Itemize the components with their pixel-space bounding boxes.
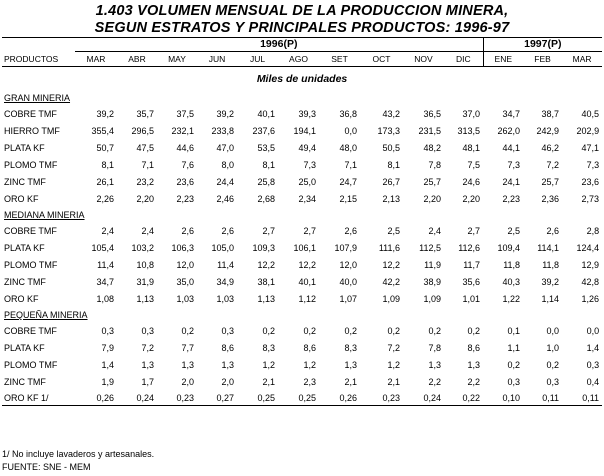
value-cell: 2,4: [101, 226, 114, 236]
value-cell: 2,23: [176, 194, 194, 204]
value-cell: 0,23: [360, 391, 403, 406]
value-cell: 103,2: [131, 243, 154, 253]
products-column-header: PRODUCTOS: [2, 52, 75, 67]
value-cell: 2,68: [257, 194, 275, 204]
stratum-row: [2, 91, 602, 106]
value-cell: 24,4: [216, 177, 234, 187]
table-title-line-1: 1.403 VOLUMEN MENSUAL DE LA PRODUCCION MINERA,: [95, 3, 509, 19]
value-cell: 0,2: [344, 326, 357, 336]
value-cell: 0,3: [101, 326, 114, 336]
value-cell: 48,2: [423, 143, 441, 153]
product-label: PLOMO TMF: [4, 260, 58, 270]
table-row: [2, 140, 602, 157]
value-cell: 40,0: [339, 277, 357, 287]
value-cell: 1,12: [298, 294, 316, 304]
value-cell: 0,3: [586, 360, 600, 370]
value-cell: 40,1: [257, 109, 275, 119]
value-cell: 106,1: [293, 243, 316, 253]
value-cell: 47,1: [581, 143, 600, 153]
value-cell: 24,7: [339, 177, 357, 187]
value-cell: 0,22: [444, 391, 483, 406]
value-cell: 1,3: [428, 360, 441, 370]
units-label: Miles de unidades: [256, 73, 348, 85]
value-cell: 0,27: [197, 391, 237, 406]
value-cell: 296,5: [131, 126, 154, 136]
value-cell: 40,5: [581, 109, 600, 119]
value-cell: 0,0: [586, 326, 600, 336]
value-cell: 2,5: [387, 226, 400, 236]
value-cell: 11,4: [97, 260, 114, 270]
value-cell: 2,46: [216, 194, 234, 204]
value-cell: 1,03: [216, 294, 234, 304]
value-cell: 8,1: [387, 160, 400, 170]
value-cell: 2,20: [462, 194, 481, 204]
value-cell: 0,10: [483, 391, 523, 406]
value-cell: 1,3: [221, 360, 234, 370]
value-cell: 0,25: [278, 391, 319, 406]
value-cell: 0,23: [157, 391, 197, 406]
value-cell: 23,6: [581, 177, 600, 187]
value-cell: 0,2: [387, 326, 400, 336]
value-cell: 2,36: [541, 194, 560, 204]
value-cell: 8,1: [101, 160, 114, 170]
value-cell: 46,2: [541, 143, 560, 153]
value-cell: 7,9: [101, 343, 114, 353]
value-cell: 7,3: [507, 160, 521, 170]
value-cell: 11,8: [503, 260, 521, 270]
units-row: [2, 67, 602, 92]
value-cell: 11,4: [217, 260, 234, 270]
value-cell: 25,0: [298, 177, 316, 187]
value-cell: 2,5: [507, 226, 521, 236]
value-cell: 313,5: [457, 126, 481, 136]
value-cell: 232,1: [171, 126, 194, 136]
value-cell: 38,1: [257, 277, 275, 287]
month-header: SET: [319, 52, 360, 67]
value-cell: 48,1: [462, 143, 481, 153]
value-cell: 7,2: [141, 343, 154, 353]
value-cell: 26,7: [382, 177, 400, 187]
value-cell: 0,3: [221, 326, 234, 336]
value-cell: 2,8: [586, 226, 600, 236]
month-header: OCT: [360, 52, 403, 67]
value-cell: 12,0: [176, 260, 194, 270]
table-row: [2, 291, 602, 308]
value-cell: 7,2: [546, 160, 560, 170]
value-cell: 1,03: [176, 294, 194, 304]
value-cell: 237,6: [252, 126, 275, 136]
value-cell: 23,6: [176, 177, 194, 187]
value-cell: 0,2: [262, 326, 275, 336]
value-cell: 105,0: [211, 243, 234, 253]
value-cell: 0,2: [303, 326, 316, 336]
value-cell: 0,2: [467, 326, 481, 336]
product-label: COBRE TMF: [4, 226, 57, 236]
month-header: AGO: [278, 52, 319, 67]
value-cell: 12,2: [257, 260, 275, 270]
value-cell: 2,7: [303, 226, 316, 236]
value-cell: 38,9: [423, 277, 441, 287]
value-cell: 1,3: [181, 360, 194, 370]
value-cell: 1,3: [467, 360, 481, 370]
value-cell: 8,3: [344, 343, 357, 353]
value-cell: 1,3: [344, 360, 357, 370]
value-cell: 1,08: [96, 294, 114, 304]
value-cell: 12,2: [382, 260, 400, 270]
value-cell: 39,2: [216, 109, 234, 119]
value-cell: 8,3: [262, 343, 275, 353]
value-cell: 2,4: [141, 226, 154, 236]
value-cell: 2,34: [298, 194, 316, 204]
value-cell: 0,2: [181, 326, 194, 336]
value-cell: 0,0: [546, 326, 560, 336]
value-cell: 39,2: [541, 277, 560, 287]
value-cell: 0,2: [428, 326, 441, 336]
value-cell: 39,2: [96, 109, 114, 119]
value-cell: 35,0: [176, 277, 194, 287]
value-cell: 23,2: [136, 177, 154, 187]
value-cell: 8,0: [221, 160, 234, 170]
value-cell: 7,3: [303, 160, 316, 170]
value-cell: 36,8: [339, 109, 357, 119]
value-cell: 2,7: [262, 226, 275, 236]
value-cell: 1,07: [339, 294, 357, 304]
table-row: [2, 274, 602, 291]
value-cell: 1,0: [546, 343, 560, 353]
value-cell: 49,4: [298, 143, 316, 153]
month-header: MAY: [157, 52, 197, 67]
month-header: JUL: [237, 52, 278, 67]
value-cell: 194,1: [293, 126, 316, 136]
table-row: [2, 174, 602, 191]
value-cell: 262,0: [497, 126, 521, 136]
value-cell: 0,2: [546, 360, 560, 370]
value-cell: 2,4: [428, 226, 441, 236]
value-cell: 8,6: [467, 343, 481, 353]
value-cell: 11,7: [463, 260, 481, 270]
value-cell: 44,6: [176, 143, 194, 153]
value-cell: 2,6: [344, 226, 357, 236]
year-1997-header: 1997(P): [483, 38, 602, 52]
value-cell: 40,1: [298, 277, 316, 287]
value-cell: 7,1: [344, 160, 357, 170]
value-cell: 34,7: [96, 277, 114, 287]
value-cell: 173,3: [377, 126, 400, 136]
value-cell: 1,1: [507, 343, 521, 353]
value-cell: 2,2: [428, 377, 441, 387]
value-cell: 109,4: [497, 243, 521, 253]
value-cell: 38,7: [541, 109, 560, 119]
year-header-blank: [2, 38, 75, 52]
value-cell: 12,2: [298, 260, 316, 270]
value-cell: 124,4: [576, 243, 600, 253]
value-cell: 25,8: [257, 177, 275, 187]
value-cell: 1,2: [303, 360, 316, 370]
value-cell: 1,7: [141, 377, 154, 387]
value-cell: 0,3: [507, 377, 521, 387]
value-cell: 31,9: [136, 277, 154, 287]
value-cell: 24,1: [502, 177, 521, 187]
value-cell: 202,9: [576, 126, 600, 136]
value-cell: 2,23: [502, 194, 521, 204]
value-cell: 11,8: [542, 260, 560, 270]
value-cell: 42,2: [382, 277, 400, 287]
product-label: COBRE TMF: [4, 326, 57, 336]
value-cell: 1,4: [586, 343, 600, 353]
value-cell: 1,26: [581, 294, 600, 304]
month-header: FEB: [523, 52, 562, 67]
footnote: 1/ No incluye lavaderos y artesanales.: [2, 449, 155, 459]
value-cell: 48,0: [339, 143, 357, 153]
product-label: PLATA KF: [4, 343, 45, 353]
value-cell: 1,01: [462, 294, 481, 304]
value-cell: 39,3: [298, 109, 316, 119]
table-row: [2, 323, 602, 340]
value-cell: 114,1: [537, 243, 560, 253]
table-row: [2, 157, 602, 174]
value-cell: 34,9: [216, 277, 234, 287]
value-cell: 37,5: [176, 109, 194, 119]
value-cell: 2,20: [423, 194, 441, 204]
value-cell: 40,3: [502, 277, 521, 287]
value-cell: 10,8: [136, 260, 154, 270]
value-cell: 1,09: [423, 294, 441, 304]
value-cell: 1,3: [141, 360, 154, 370]
value-cell: 35,7: [136, 109, 154, 119]
month-header-row: [2, 52, 602, 67]
value-cell: 7,3: [586, 160, 600, 170]
table-row: [2, 223, 602, 240]
value-cell: 1,09: [382, 294, 400, 304]
value-cell: 2,6: [546, 226, 560, 236]
value-cell: 109,3: [252, 243, 275, 253]
table-title-line-2: SEGUN ESTRATOS Y PRINCIPALES PRODUCTOS: 1996-97: [94, 20, 510, 36]
month-header: MAR: [562, 52, 602, 67]
value-cell: 106,3: [171, 243, 194, 253]
value-cell: 2,6: [221, 226, 234, 236]
value-cell: 2,20: [136, 194, 154, 204]
value-cell: 44,1: [502, 143, 521, 153]
value-cell: 2,15: [339, 194, 357, 204]
value-cell: 0,24: [403, 391, 444, 406]
month-header: NOV: [403, 52, 444, 67]
value-cell: 1,22: [502, 294, 521, 304]
value-cell: 0,11: [562, 391, 602, 406]
value-cell: 7,2: [387, 343, 400, 353]
month-header: DIC: [444, 52, 483, 67]
product-label: ORO KF: [4, 294, 39, 304]
table-row: [2, 374, 602, 391]
value-cell: 35,6: [462, 277, 481, 287]
value-cell: 24,6: [462, 177, 481, 187]
value-cell: 107,9: [334, 243, 357, 253]
stratum-name: GRAN MINERIA: [4, 93, 71, 103]
value-cell: 0,2: [507, 360, 521, 370]
table-row: [2, 240, 602, 257]
month-header: ENE: [483, 52, 523, 67]
value-cell: 7,6: [181, 160, 194, 170]
product-label: ORO KF 1/: [2, 391, 75, 406]
table-row: [2, 391, 602, 406]
value-cell: 8,6: [221, 343, 234, 353]
value-cell: 0,25: [237, 391, 278, 406]
value-cell: 43,2: [382, 109, 400, 119]
stratum-name: PEQUEÑA MINERIA: [4, 310, 88, 320]
value-cell: 2,1: [344, 377, 357, 387]
month-header: ABR: [117, 52, 157, 67]
value-cell: 2,2: [467, 377, 481, 387]
value-cell: 2,6: [181, 226, 194, 236]
stratum-name: MEDIANA MINERIA: [4, 210, 85, 220]
value-cell: 1,2: [262, 360, 275, 370]
value-cell: 0,11: [523, 391, 562, 406]
stratum-row: [2, 308, 602, 323]
value-cell: 2,1: [262, 377, 275, 387]
table-row: [2, 106, 602, 123]
source-note: FUENTE: SNE - MEM: [2, 462, 91, 472]
production-table: [2, 37, 602, 406]
value-cell: 50,5: [382, 143, 400, 153]
value-cell: 7,8: [428, 343, 441, 353]
table-row: [2, 357, 602, 374]
value-cell: 12,0: [339, 260, 357, 270]
value-cell: 0,3: [141, 326, 154, 336]
value-cell: 0,24: [117, 391, 157, 406]
value-cell: 12,9: [581, 260, 600, 270]
product-label: PLATA KF: [4, 143, 45, 153]
product-label: ZINC TMF: [4, 377, 46, 387]
value-cell: 355,4: [91, 126, 114, 136]
value-cell: 8,6: [303, 343, 316, 353]
product-label: PLOMO TMF: [4, 360, 58, 370]
value-cell: 53,5: [257, 143, 275, 153]
value-cell: 36,5: [423, 109, 441, 119]
value-cell: 112,6: [458, 243, 481, 253]
product-label: PLOMO TMF: [4, 160, 58, 170]
value-cell: 7,5: [467, 160, 481, 170]
value-cell: 50,7: [96, 143, 114, 153]
year-header-row: [2, 38, 602, 52]
value-cell: 112,5: [419, 243, 441, 253]
month-header: JUN: [197, 52, 237, 67]
value-cell: 2,1: [387, 377, 400, 387]
table-row: [2, 191, 602, 208]
value-cell: 11,9: [424, 260, 441, 270]
month-header: MAR: [75, 52, 117, 67]
value-cell: 1,13: [136, 294, 154, 304]
value-cell: 37,0: [462, 109, 481, 119]
value-cell: 2,0: [221, 377, 234, 387]
product-label: ORO KF: [4, 194, 39, 204]
value-cell: 1,9: [101, 377, 114, 387]
value-cell: 2,0: [181, 377, 194, 387]
table-row: [2, 340, 602, 357]
value-cell: 7,1: [141, 160, 154, 170]
value-cell: 233,8: [211, 126, 234, 136]
value-cell: 242,9: [536, 126, 560, 136]
value-cell: 0,3: [546, 377, 560, 387]
value-cell: 1,2: [387, 360, 400, 370]
table-row: [2, 123, 602, 140]
value-cell: 2,7: [467, 226, 481, 236]
product-label: ZINC TMF: [4, 177, 46, 187]
value-cell: 2,73: [581, 194, 600, 204]
value-cell: 0,1: [507, 326, 521, 336]
value-cell: 105,4: [91, 243, 114, 253]
stratum-row: [2, 208, 602, 223]
value-cell: 0,26: [75, 391, 117, 406]
product-label: COBRE TMF: [4, 109, 57, 119]
product-label: ZINC TMF: [4, 277, 46, 287]
year-1996-header: 1996(P): [75, 38, 483, 52]
value-cell: 2,13: [382, 194, 400, 204]
value-cell: 47,0: [216, 143, 234, 153]
value-cell: 231,5: [418, 126, 441, 136]
value-cell: 2,3: [303, 377, 316, 387]
value-cell: 8,1: [262, 160, 275, 170]
value-cell: 0,4: [586, 377, 600, 387]
value-cell: 1,4: [101, 360, 114, 370]
value-cell: 42,8: [581, 277, 600, 287]
product-label: HIERRO TMF: [4, 126, 60, 136]
value-cell: 1,13: [257, 294, 275, 304]
value-cell: 34,7: [502, 109, 521, 119]
value-cell: 7,7: [181, 343, 194, 353]
product-label: PLATA KF: [4, 243, 45, 253]
value-cell: 47,5: [136, 143, 154, 153]
value-cell: 25,7: [541, 177, 560, 187]
value-cell: 2,26: [96, 194, 114, 204]
value-cell: 7,8: [428, 160, 441, 170]
value-cell: 111,6: [378, 243, 400, 253]
value-cell: 0,26: [319, 391, 360, 406]
value-cell: 0,0: [344, 126, 357, 136]
value-cell: 26,1: [96, 177, 114, 187]
value-cell: 25,7: [423, 177, 441, 187]
value-cell: 1,14: [541, 294, 560, 304]
table-row: [2, 257, 602, 274]
